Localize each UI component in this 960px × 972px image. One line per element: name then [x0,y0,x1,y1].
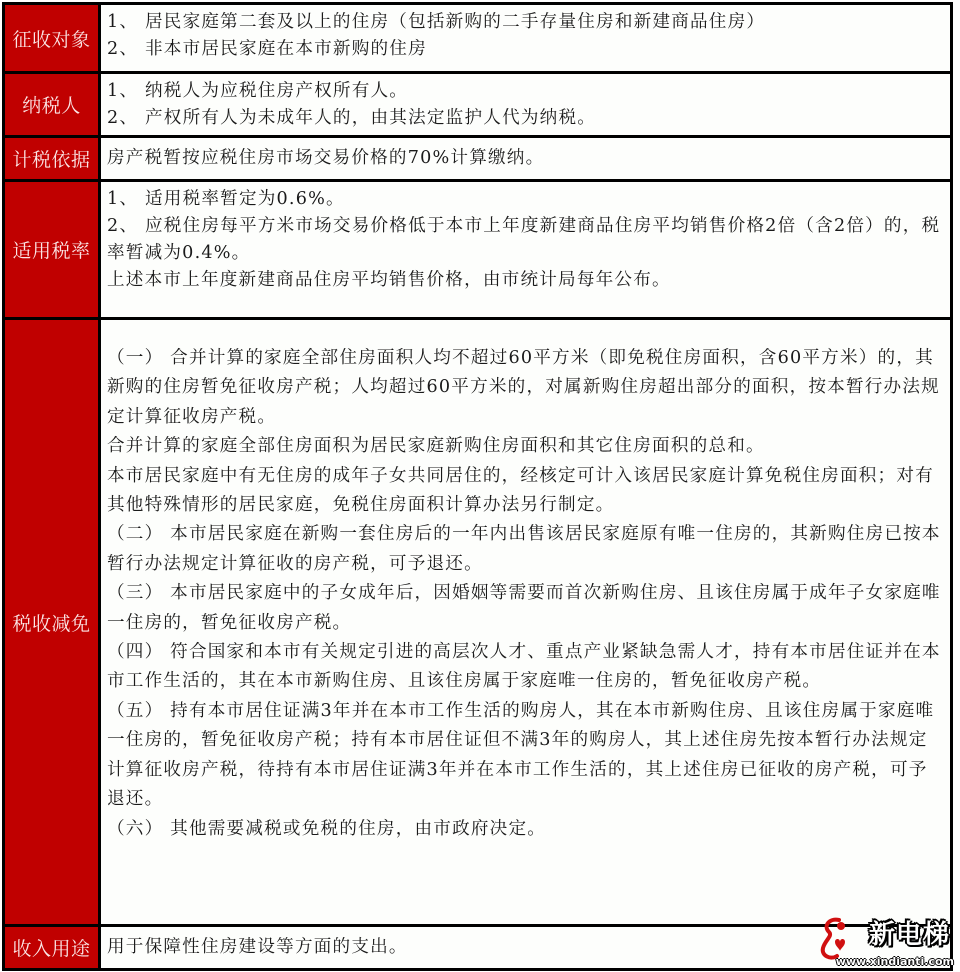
content-line: （一） 合并计算的家庭全部住房面积人均不超过60平方米（即免税住房面积，含60平方米）的，其新购的住房暂免征收房产税；人均超过60平方米的，对属新购住房超出部分的面积，按本暂行办法规定计算征收房产税。 [107,348,940,427]
row-content [101,182,950,317]
content-line: 1、 居民家庭第二套及以上的住房（包括新购的二手存量住房和新建商品住房） [107,12,766,32]
content-line: 用于保障性住房建设等方面的支出。 [107,937,408,957]
row-content [101,320,950,924]
row-tax-basis [5,135,950,179]
property-tax-table [2,2,953,971]
row-tax-rate [5,179,950,317]
content-line: （三） 本市居民家庭中的子女成年后，因婚姻等需要而首次新购住房、且该住房属于成年子女家庭唯一住房的，暂免征收房产税。 [107,583,941,633]
row-content [101,138,950,179]
content-line: （五） 持有本市居住证满3年并在本市工作生活的购房人，其在本市新购住房、且该住房属于家庭唯一住房的，暂免征收房产税；持有本市居住证但不满3年的购房人，其上述住房先按本暂行办法规定计算征收房产税，待持有本市居住证满3年并在本市工作生活的，其上述住房已征收的房产税，可予退还。 [107,700,935,810]
watermark-url: www.xindianti.com [835,955,954,968]
content-line: 2、 非本市居民家庭在本市新购的住房 [107,39,427,59]
row-label: 税收减免 [5,320,101,924]
content-line: 2、 应税住房每平方米市场交易价格低于本市上年度新建商品住房平均销售价格2倍（含2倍）的，税率暂减为0.4%。 [107,216,941,263]
watermark [819,912,954,968]
content-line: 房产税暂按应税住房市场交易价格的70%计算缴纳。 [107,148,545,168]
row-tax-objects [5,5,950,71]
content-line: （六） 其他需要减税或免税的住房，由市政府决定。 [107,818,547,839]
content-line: 1、 适用税率暂定为0.6%。 [107,189,345,209]
content-line: （四） 符合国家和本市有关规定引进的高层次人才、重点产业紧缺急需人才，持有本市居住证并在本市工作生活的，其在本市新购住房、且该住房属于家庭唯一住房的，暂免征收房产税。 [107,642,941,692]
row-content [101,5,950,71]
row-revenue-use [5,924,950,968]
content-line: 上述本市上年度新建商品住房平均销售价格，由市统计局每年公布。 [107,270,671,290]
row-label: 收入用途 [5,927,101,968]
content-line: 合并计算的家庭全部住房面积为居民家庭新购住房面积和其它住房面积的总和。 [107,436,765,457]
row-label: 适用税率 [5,182,101,317]
row-tax-relief [5,317,950,924]
content-line: 1、 纳税人为应税住房产权所有人。 [107,81,409,101]
watermark-title: 新电梯 [868,920,950,950]
row-label: 征收对象 [5,5,101,71]
row-content [101,74,950,135]
row-taxpayer [5,71,950,135]
row-label: 纳税人 [5,74,101,135]
content-line: 2、 产权所有人为未成年人的，由其法定监护人代为纳税。 [107,108,597,128]
content-line: （二） 本市居民家庭在新购一套住房后的一年内出售该居民家庭原有唯一住房的，其新购住房已按本暂行办法规定计算征收的房产税，可予退还。 [107,524,941,574]
row-label: 计税依据 [5,138,101,179]
content-line: 本市居民家庭中有无住房的成年子女共同居住的，经核定可计入该居民家庭计算免税住房面积；对有其他特殊情形的居民家庭，免税住房面积计算办法另行制定。 [107,465,934,516]
